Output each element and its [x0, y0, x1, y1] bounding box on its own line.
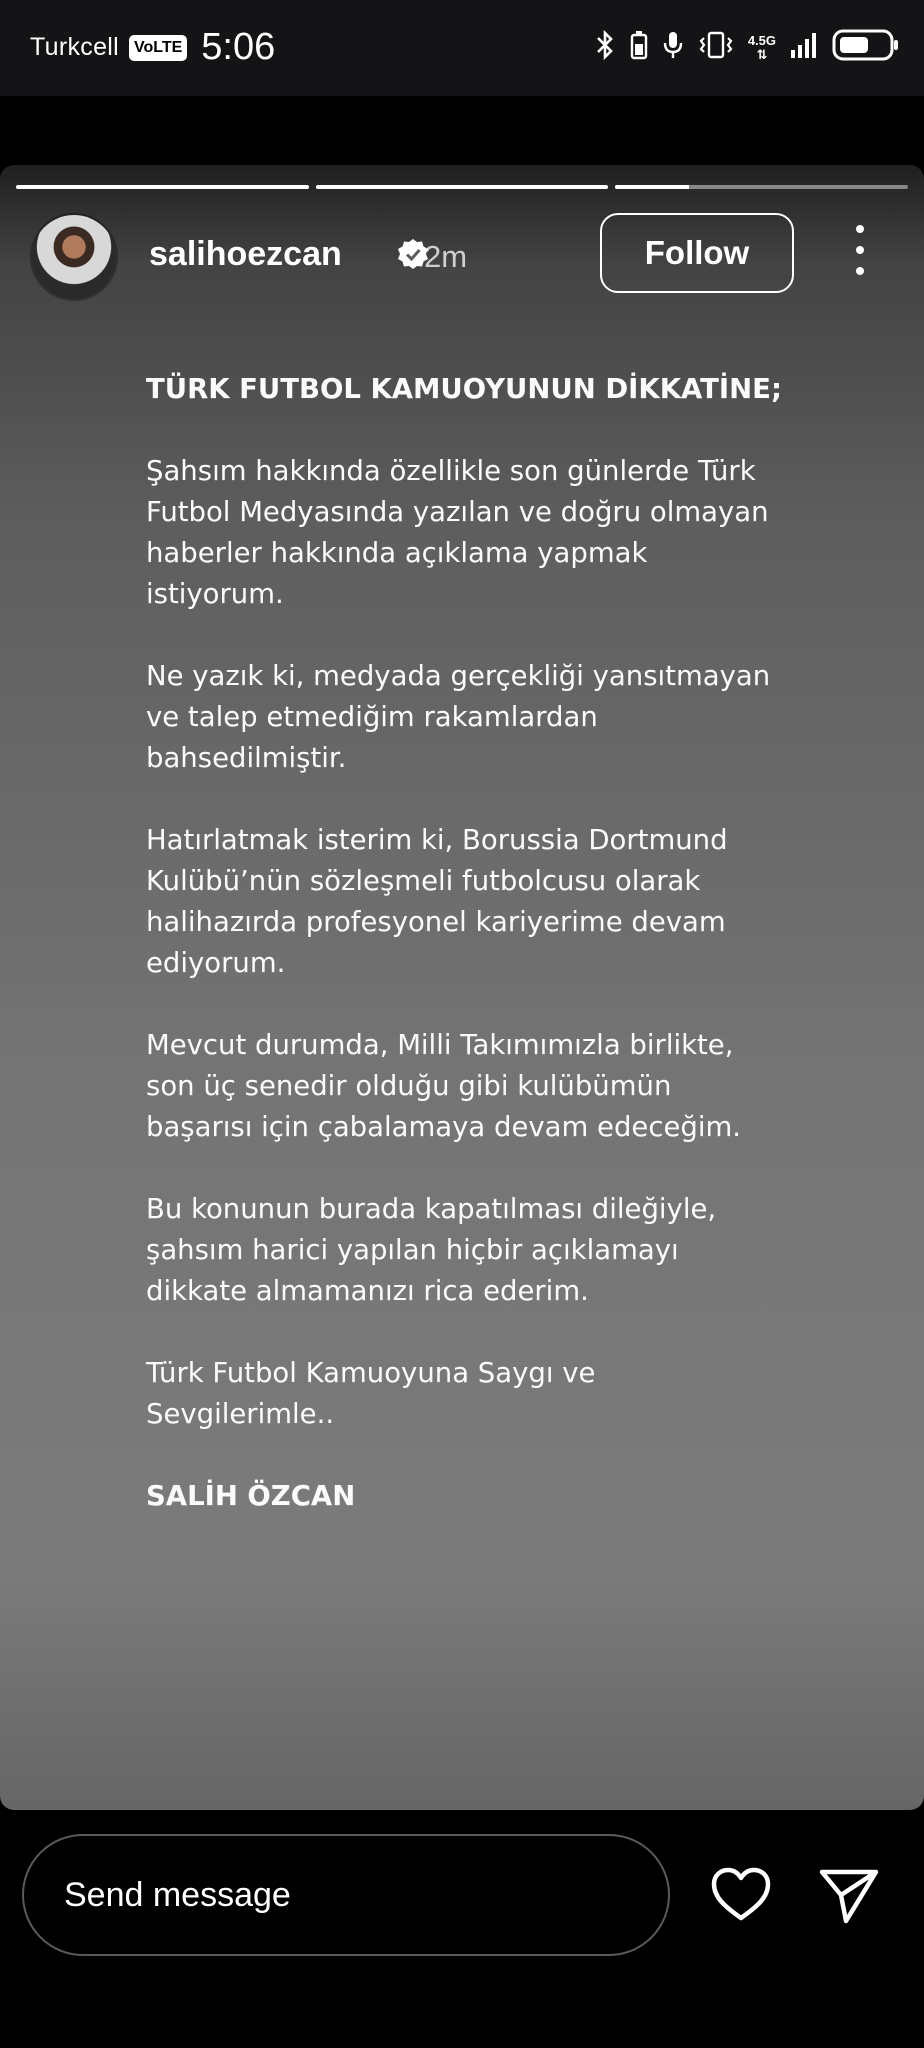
username[interactable]: salihoezcan: [149, 235, 342, 273]
progress-fill: [16, 185, 309, 189]
progress-fill: [316, 185, 609, 189]
avatar[interactable]: [32, 215, 116, 299]
send-message-input[interactable]: [22, 1834, 670, 1956]
battery-icon: [832, 28, 900, 67]
story-header: [32, 215, 892, 301]
volte-badge: VoLTE: [129, 35, 187, 61]
statement-paragraph: Mevcut durumda, Milli Takımımızla birlikte, son üç senedir olduğu gibi kulübümün başarısı için çabalamaya devam edeceğim.: [146, 1029, 741, 1143]
story-text: [146, 369, 786, 1558]
statement-heading: TÜRK FUTBOL KAMUOYUNUN DİKKATİNE;: [146, 373, 782, 405]
statement-paragraph: Bu konunun burada kapatılması dileğiyle, şahsım harici yapılan hiçbir açıklamayı dikkate almamanızı rica ederim.: [146, 1193, 717, 1307]
data-arrows-icon: ⇅: [756, 46, 768, 62]
statement-paragraph: Şahsım hakkında özellikle son günlerde Türk Futbol Medyasında yazılan ve doğru olmayan haberler hakkında açıklama yapmak istiyorum.: [146, 455, 769, 610]
status-left: [30, 26, 275, 69]
progress-segment: [16, 185, 309, 189]
follow-button[interactable]: Follow: [600, 213, 794, 293]
signal-icon: [790, 30, 818, 65]
bluetooth-icon: [594, 30, 616, 65]
post-time: 2m: [424, 239, 468, 274]
battery-saver-icon: [630, 30, 648, 65]
status-time: 5:06: [201, 26, 276, 68]
story-card[interactable]: [0, 165, 924, 1810]
heart-icon[interactable]: [708, 1862, 774, 1928]
send-icon[interactable]: [816, 1862, 882, 1928]
status-right: [594, 28, 900, 67]
progress-segment: [615, 185, 908, 189]
more-options-icon[interactable]: [850, 225, 870, 275]
mic-icon: [662, 30, 684, 65]
status-bar: [0, 0, 924, 96]
send-message-placeholder: Send message: [64, 1875, 291, 1914]
statement-paragraph: Hatırlatmak isterim ki, Borussia Dortmund Kulübü’nün sözleşmeli futbolcusu olarak halihazırda profesyonel kariyerime devam ediyorum.: [146, 824, 728, 979]
statement-paragraph: Ne yazık ki, medyada gerçekliği yansıtmayan ve talep etmediğim rakamlardan bahsedilmiştir.: [146, 660, 771, 774]
network-label: 4.5G: [747, 32, 776, 48]
carrier-name: Turkcell: [30, 33, 119, 61]
progress-fill: [615, 185, 688, 189]
statement-paragraph: Türk Futbol Kamuoyuna Saygı ve Sevgilerimle..: [146, 1357, 596, 1430]
statement-signature: SALİH ÖZCAN: [146, 1480, 356, 1512]
story-progress: [16, 185, 908, 189]
vibrate-icon: [698, 30, 734, 65]
network-type: [748, 34, 776, 62]
progress-segment: [316, 185, 609, 189]
